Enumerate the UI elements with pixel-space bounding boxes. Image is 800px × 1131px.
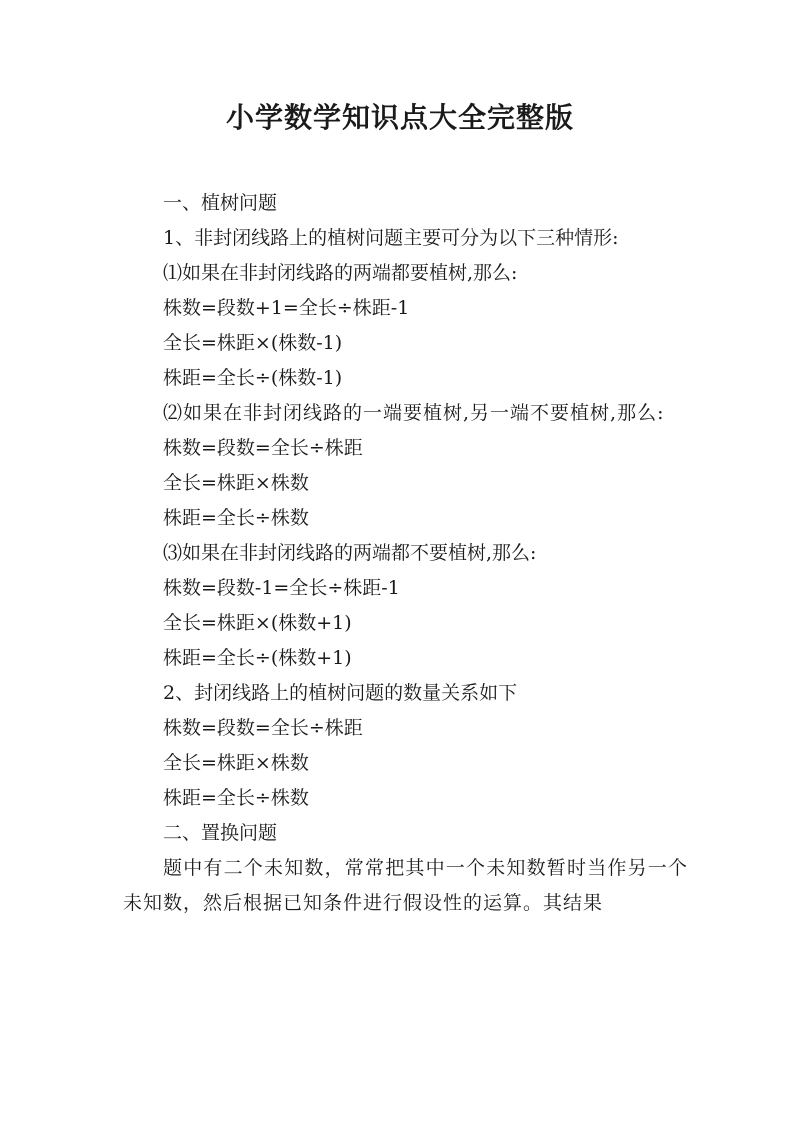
formula-line: 全长=株距×(株数+1) bbox=[163, 612, 352, 634]
document-title: 小学数学知识点大全完整版 bbox=[225, 101, 574, 134]
formula-line: 株数=段数+1=全长÷株距-1 bbox=[163, 297, 410, 319]
formula-line: 株距=全长÷株数 bbox=[163, 507, 309, 529]
formula-line: 株距=全长÷(株数+1) bbox=[163, 647, 352, 669]
formula-line: 全长=株距×株数 bbox=[163, 472, 309, 494]
section-heading-tree-planting: 一、植树问题 bbox=[163, 192, 278, 214]
text-line: ⑶如果在非封闭线路的两端都不要植树,那么: bbox=[163, 542, 537, 564]
text-paragraph: 题中有二个未知数，常常把其中一个未知数暂时当作另一个未知数，然后根据已知条件进行假设性的运算。其结果 bbox=[123, 857, 688, 914]
section-heading-substitution: 二、置换问题 bbox=[163, 822, 278, 844]
formula-line: 株数=段数=全长÷株距 bbox=[163, 717, 363, 739]
document-body bbox=[123, 186, 688, 921]
formula-line: 全长=株距×株数 bbox=[163, 752, 309, 774]
formula-line: 株距=全长÷株数 bbox=[163, 787, 309, 809]
formula-line: 株距=全长÷(株数-1) bbox=[163, 367, 343, 389]
text-line: 1、非封闭线路上的植树问题主要可分为以下三种情形: bbox=[163, 227, 619, 249]
text-paragraph: ⑵如果在非封闭线路的一端要植树,另一端不要植树,那么: bbox=[163, 402, 665, 424]
formula-line: 株数=段数=全长÷株距 bbox=[163, 437, 363, 459]
formula-line: 株数=段数-1=全长÷株距-1 bbox=[163, 577, 400, 599]
formula-line: 全长=株距×(株数-1) bbox=[163, 332, 343, 354]
text-line: ⑴如果在非封闭线路的两端都要植树,那么: bbox=[163, 262, 518, 284]
text-line: 2、封闭线路上的植树问题的数量关系如下 bbox=[163, 682, 518, 704]
